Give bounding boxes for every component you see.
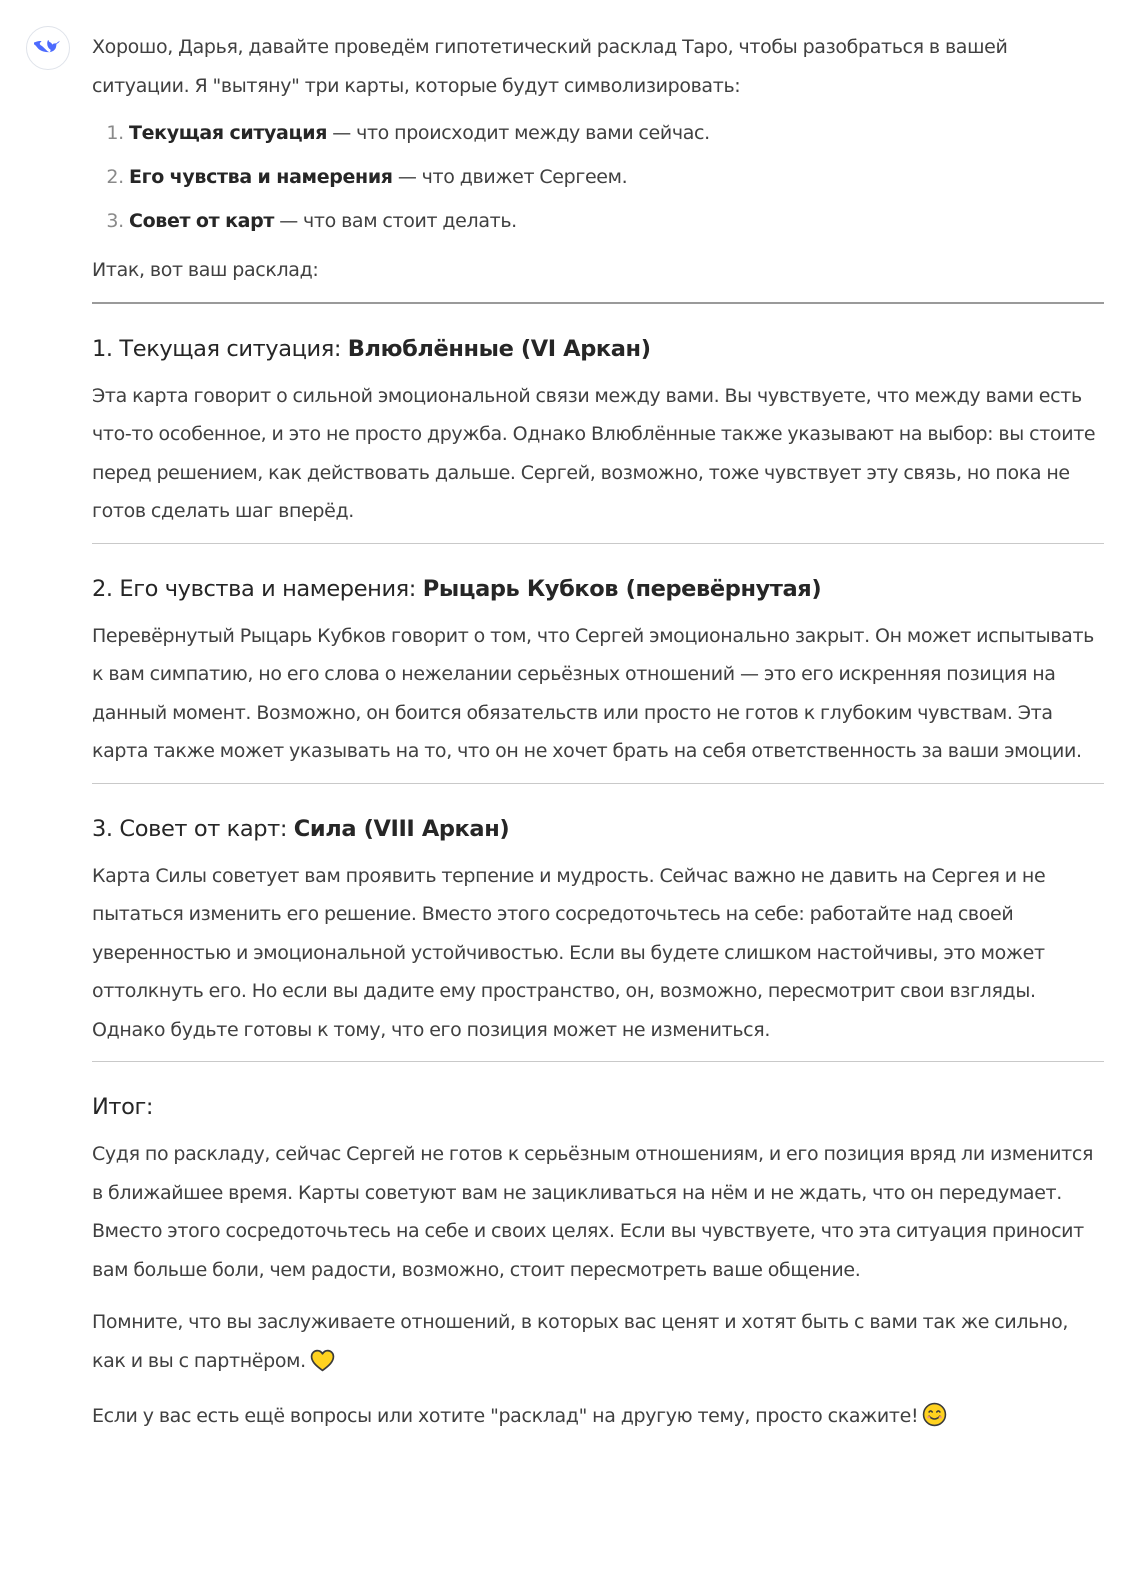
divider [92,1061,1104,1062]
smiling-face-icon [922,1402,947,1441]
message-content [92,28,1104,1441]
section-text: Перевёрнутый Рыцарь Кубков говорит о том, что Сергей эмоционально закрыт. Он может испытывать к вам симпатию, но его слова о нежелании серьёзных отношений — это его искренняя позиция на данный момент. Возможно, он боится обязательств или просто не готов к глубоким чувствам. Эта карта также может указывать на то, что он не хочет брать на себя ответственность за ваши эмоции. [92,624,1095,762]
section-heading [92,574,1104,604]
summary-heading: Итог: [92,1094,154,1120]
assistant-avatar [26,26,70,70]
list-item [129,119,1104,148]
section-text: Эта карта говорит о сильной эмоциональной связи между вами. Вы чувствуете, что между вами есть что-то особенное, и это не просто дружба. Однако Влюблённые также указывают на выбор: вы стоите перед решением, как действовать дальше. Сергей, возможно, тоже чувствует эту связь, но пока не готов сделать шаг вперёд. [92,384,1096,522]
intro-paragraph: Хорошо, Дарья, давайте проведём гипотетический расклад Таро, чтобы разобраться в вашей ситуации. Я "вытяну" три карты, которые будут символизировать: [92,36,1008,97]
section-heading [92,334,1104,364]
lead-paragraph: Итак, вот ваш расклад: [92,259,319,281]
section-heading-prefix: 1. Текущая ситуация: [92,335,348,362]
list-item-text: — что вам стоит делать. [274,210,517,232]
list-item-text: — что происходит между вами сейчас. [327,122,710,144]
list-item-bold: Совет от карт [129,210,274,232]
list-item-bold: Его чувства и намерения [129,166,393,188]
list-item-text: — что движет Сергеем. [392,166,628,188]
list-item-bold: Текущая ситуация [129,122,328,144]
card-positions-list [92,119,1104,236]
section-advice [92,814,1104,1050]
yellow-heart-icon [310,1347,335,1386]
reminder-paragraph [92,1303,1104,1385]
list-item [129,163,1104,192]
deepseek-whale-icon [34,34,62,62]
closing-text: Если у вас есть ещё вопросы или хотите "расклад" на другую тему, просто скажите! [92,1405,919,1427]
section-current-situation [92,334,1104,531]
divider [92,543,1104,544]
section-summary [92,1092,1104,1441]
divider [92,302,1104,304]
reminder-text: Помните, что вы заслуживаете отношений, в которых вас ценят и хотят быть с вами так же сильно, как и вы с партнёром. [92,1311,1069,1372]
section-heading-card: Сила (VIII Аркан) [293,815,510,842]
section-heading-prefix: 3. Совет от карт: [92,815,294,842]
closing-paragraph [92,1397,1104,1441]
section-heading-card: Влюблённые (VI Аркан) [347,335,651,362]
section-heading [92,814,1104,844]
summary-paragraph: Судя по раскладу, сейчас Сергей не готов к серьёзным отношениям, и его позиция вряд ли изменится в ближайшее время. Карты советуют вам не зацикливаться на нём и не ждать, что он передумает. Вместо этого сосредоточьтесь на себе и своих целях. Если вы чувствуете, что эта ситуация приносит вам больше боли, чем радости, возможно, стоит пересмотреть ваше общение. [92,1143,1094,1281]
section-heading-card: Рыцарь Кубков (перевёрнутая) [422,575,822,602]
section-text: Карта Силы советует вам проявить терпение и мудрость. Сейчас важно не давить на Сергея и не пытаться изменить его решение. Вместо этого сосредоточьтесь на себе: работайте над своей уверенностью и эмоциональной устойчивостью. Если вы будете слишком настойчивы, это может оттолкнуть его. Но если вы дадите ему пространство, он, возможно, пересмотрит свои взгляды. Однако будьте готовы к тому, что его позиция может не измениться. [92,864,1046,1041]
section-heading-prefix: 2. Его чувства и намерения: [92,575,423,602]
list-item [129,207,1104,236]
section-his-feelings [92,574,1104,771]
divider [92,783,1104,784]
